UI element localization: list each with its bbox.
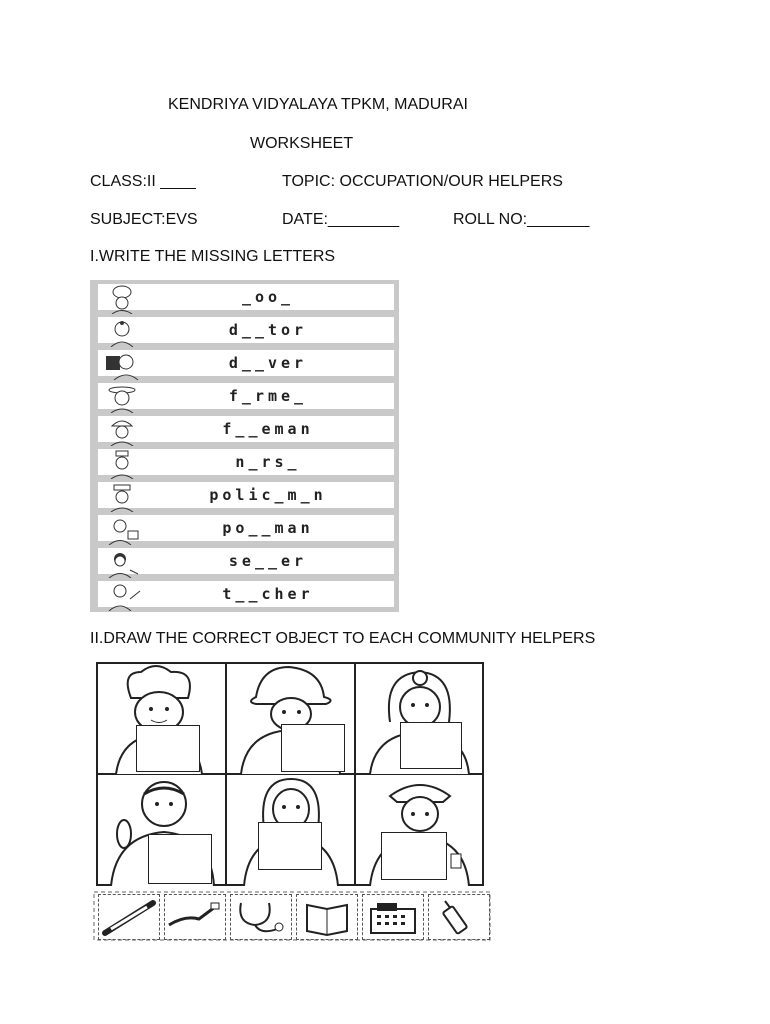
section-1-heading: I.WRITE THE MISSING LETTERS	[90, 248, 336, 265]
drawing-box[interactable]	[381, 832, 447, 880]
drawing-box[interactable]	[148, 834, 212, 884]
helpers-drawing-grid	[96, 662, 484, 886]
doctor-face-icon	[100, 317, 144, 347]
hose-icon	[165, 895, 225, 939]
word-row	[98, 350, 394, 376]
helper-cell	[96, 662, 225, 774]
class-field: CLASS:II ____	[90, 173, 196, 190]
farmer-face-icon	[100, 383, 144, 413]
subject-field: SUBJECT:EVS	[90, 211, 198, 228]
drawing-box[interactable]	[258, 822, 322, 870]
word-text: po__man	[222, 519, 314, 537]
walkie-talkie-icon	[429, 895, 489, 939]
nurse-face-icon	[100, 449, 144, 479]
drawing-box[interactable]	[400, 722, 462, 769]
object-slot[interactable]	[296, 894, 358, 940]
object-slot[interactable]	[230, 894, 292, 940]
rolling-pin-icon	[99, 895, 159, 939]
word-text: _oo_	[241, 288, 295, 306]
word-text: f__eman	[222, 420, 314, 438]
word-row	[98, 515, 394, 541]
word-row	[98, 284, 394, 310]
word-text: f_rme_	[228, 387, 308, 405]
book-icon	[297, 895, 357, 939]
school-title: KENDRIYA VIDYALAYA TPKM, MADURAI	[168, 96, 468, 113]
word-text: t__cher	[222, 585, 314, 603]
object-slot[interactable]	[428, 894, 490, 940]
helper-cell	[226, 662, 355, 774]
drawing-box[interactable]	[281, 724, 345, 772]
object-slot[interactable]	[362, 894, 424, 940]
word-row	[98, 548, 394, 574]
word-text: d__ver	[228, 354, 308, 372]
date-field: DATE:________	[282, 211, 400, 228]
helper-cell	[96, 774, 225, 886]
helper-cell	[355, 774, 484, 886]
word-row	[98, 383, 394, 409]
roll-number-field: ROLL NO:_______	[453, 211, 590, 228]
word-text: d__tor	[228, 321, 308, 339]
word-row	[98, 581, 394, 607]
cash-register-icon	[363, 895, 423, 939]
objects-strip	[92, 890, 492, 942]
policeman-face-icon	[100, 482, 144, 512]
drawing-box[interactable]	[136, 725, 200, 772]
stethoscope-icon	[231, 895, 291, 939]
section-2-heading: II.DRAW THE CORRECT OBJECT TO EACH COMMUNITY HELPERS	[90, 630, 596, 647]
helper-cell	[226, 774, 355, 886]
object-slot[interactable]	[164, 894, 226, 940]
teacher-face-icon	[100, 581, 144, 611]
word-row	[98, 482, 394, 508]
word-text: polic_m_n	[209, 486, 327, 504]
missing-letters-panel	[90, 280, 399, 612]
worksheet-title: WORKSHEET	[250, 135, 354, 152]
postman-face-icon	[100, 515, 144, 545]
fireman-face-icon	[100, 416, 144, 446]
word-row	[98, 416, 394, 442]
word-row	[98, 449, 394, 475]
chef-face-icon	[100, 284, 144, 314]
word-text: se__er	[228, 552, 308, 570]
helper-cell	[355, 662, 484, 774]
topic-field: TOPIC: OCCUPATION/OUR HELPERS	[282, 173, 563, 190]
word-row	[98, 317, 394, 343]
driver-face-icon	[100, 350, 144, 380]
object-slot[interactable]	[98, 894, 160, 940]
word-text: n_rs_	[235, 453, 301, 471]
sewer-face-icon	[100, 548, 144, 578]
